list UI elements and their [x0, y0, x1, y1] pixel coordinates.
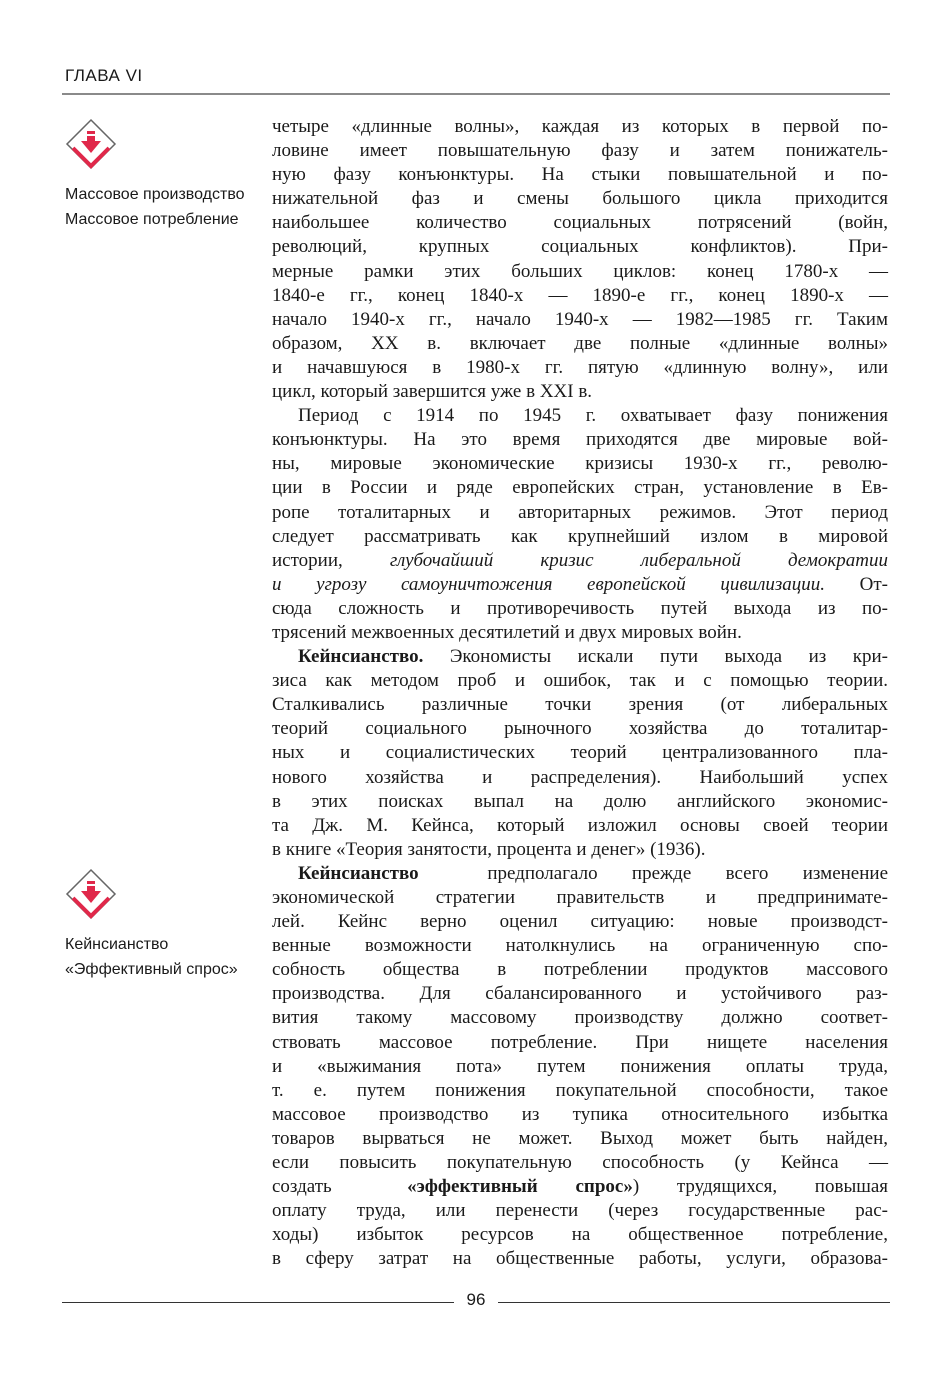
text-line: [272, 982, 888, 1006]
text-run: революций, крупных социальных конфликтов). При-: [272, 236, 888, 258]
text-line: [272, 525, 888, 549]
text-run: ствовать массовое потребление. При нищете населения: [272, 1031, 888, 1053]
text-run: нижательной фаз и смены большого цикла приходится: [272, 188, 888, 210]
text-run: наибольшее количество социальных потрясений (войн,: [272, 212, 888, 234]
text-line: [272, 1151, 888, 1175]
text-run: ) трудящихся, повышая: [632, 1176, 889, 1198]
text-line: [272, 814, 888, 838]
text-run: мерные рамки этих больших циклов: конец 1780-х —: [272, 260, 888, 282]
text-line: [272, 356, 888, 380]
text-run: теорий социального рыночного хозяйства до тоталитар-: [272, 718, 888, 740]
text-run: массовое производство из тупика относительного избытка: [272, 1103, 888, 1125]
text-run: вития такому массовому производству должно соответ-: [272, 1007, 888, 1029]
text-line: [272, 1103, 888, 1127]
text-line: [272, 1055, 888, 1079]
text-line: [272, 862, 888, 886]
text-run: образом, XX в. включает две полные «длинные волны»: [272, 332, 888, 354]
text-line: [272, 380, 888, 404]
text-line: [272, 934, 888, 958]
text-run: цикл, который завершится уже в XXI в.: [272, 381, 593, 403]
text-line: [272, 1006, 888, 1030]
bold-term: Кейнсианство: [298, 862, 419, 884]
text-line: [272, 645, 888, 669]
text-line: [272, 910, 888, 934]
text-run: ции в России и ряде европейских стран, установление в Ев-: [272, 477, 888, 499]
text-line: [272, 115, 888, 139]
margin-note-keynesianism: [65, 868, 255, 984]
text-line: [272, 332, 888, 356]
diamond-arrow-down-icon: [65, 118, 117, 170]
text-run: сюда сложность и противоречивость путей выхода из по-: [272, 597, 888, 619]
text-line: [272, 790, 888, 814]
text-run: и начавшуюся в 1980-х гг. пятую «длинную волну», или: [272, 356, 888, 378]
text-run: и «выжимания пота» путем понижения оплаты труда,: [272, 1055, 888, 1077]
text-line: [272, 260, 888, 284]
text-line: [272, 958, 888, 982]
text-run: зиса как методом проб и ошибок, так и с помощью теории.: [272, 670, 888, 692]
text-line: [272, 838, 888, 862]
text-line: [272, 404, 888, 428]
text-line: [272, 476, 888, 500]
text-line: [272, 1127, 888, 1151]
text-line: [272, 1247, 888, 1271]
text-run: в этих поисках выпал на долю английского экономис-: [272, 790, 888, 812]
text-run: собность общества в потреблении продуктов массового: [272, 959, 888, 981]
text-line: [272, 597, 888, 621]
text-run: конъюнктуры. На это время приходятся две мировые вой-: [272, 429, 888, 451]
text-run: начало 1940-х гг., начало 1940-х — 1982—1985 гг. Таким: [272, 308, 888, 330]
text-run: трясений межвоенных десятилетий и двух мировых войн.: [272, 621, 742, 643]
text-run: ловине имеет повышательную фазу и затем понижатель-: [272, 140, 888, 162]
margin-term: Массовое производство: [65, 186, 245, 203]
margin-term: Массовое потребление: [65, 211, 239, 228]
header-divider: [62, 93, 890, 95]
text-run: ны, мировые экономические кризисы 1930-х гг., револю-: [272, 453, 888, 475]
text-run: создать: [272, 1176, 408, 1198]
chapter-header: ГЛАВА VI: [65, 66, 143, 85]
text-line: [272, 284, 888, 308]
text-run: лей. Кейнс верно оценил ситуацию: новые производст-: [272, 911, 888, 933]
text-line: [272, 1079, 888, 1103]
text-line: [272, 211, 888, 235]
text-run: венные возможности натолкнулись на ограниченную спо-: [272, 935, 888, 957]
text-line: [272, 669, 888, 693]
text-line: [272, 139, 888, 163]
text-run: следует рассматривать как крупнейший излом в мировой: [272, 525, 888, 547]
text-run: Период с 1914 по 1945 г. охватывает фазу понижения: [298, 405, 888, 427]
text-run: Экономисты искали пути выхода из кри-: [423, 646, 888, 668]
text-run: 1840-е гг., конец 1840-х — 1890-е гг., конец 1890-х —: [272, 284, 888, 306]
text-run: т. е. путем понижения покупательной способности, такое: [272, 1079, 888, 1101]
page-number: 96: [466, 1290, 486, 1309]
margin-note-mass-production: [65, 118, 255, 234]
text-run: ную фазу конъюнктуры. На стыки повышательной и по-: [272, 164, 888, 186]
text-run: товаров вырваться не может. Выход может быть найден,: [272, 1127, 888, 1149]
text-line: [272, 621, 888, 645]
text-line: [272, 1031, 888, 1055]
text-line: [272, 308, 888, 332]
bold-term: Кейнсианство.: [298, 646, 424, 668]
text-run: четыре «длинные волны», каждая из которых в первой по-: [272, 116, 888, 137]
text-run: нового хозяйства и распределения). Наибольший успех: [272, 766, 888, 788]
text-line: [272, 452, 888, 476]
margin-term: «Эффективный спрос»: [65, 961, 238, 978]
text-line: [272, 501, 888, 525]
diamond-arrow-down-icon: [65, 868, 117, 920]
text-line: [272, 235, 888, 259]
text-run: истории,: [272, 549, 390, 571]
text-run: Сталкивались различные точки зрения (от либеральных: [272, 694, 888, 716]
text-run: в сферу затрат на общественные работы, услуги, образова-: [272, 1248, 888, 1270]
text-run: ропе тоталитарных и авторитарных режимов. Этот период: [272, 501, 888, 523]
text-line: [272, 428, 888, 452]
text-line: [272, 549, 888, 573]
text-run: та Дж. М. Кейнса, который изложил основы своей теории: [272, 814, 888, 836]
text-run: предполагало прежде всего изменение: [418, 862, 888, 884]
text-line: [272, 886, 888, 910]
text-line: [272, 1223, 888, 1247]
body-text: [272, 115, 888, 1272]
text-line: [272, 573, 888, 597]
text-run: От-: [825, 573, 888, 595]
text-line: [272, 717, 888, 741]
text-line: [272, 766, 888, 790]
page-footer: [62, 1290, 890, 1314]
italic-emphasis: глубочайший кризис либеральной демократии: [389, 549, 888, 571]
margin-term: Кейнсианство: [65, 936, 169, 953]
text-run: ходы) избыток ресурсов на общественное потребление,: [272, 1224, 888, 1246]
text-line: [272, 187, 888, 211]
text-line: [272, 741, 888, 765]
text-line: [272, 1199, 888, 1223]
text-run: производства. Для сбалансированного и устойчивого раз-: [272, 983, 888, 1005]
text-line: [272, 693, 888, 717]
text-line: [272, 163, 888, 187]
bold-term: «эффективный спрос»: [407, 1176, 633, 1198]
text-run: ных и социалистических теорий централизованного пла-: [272, 742, 888, 764]
text-run: оплату труда, или перенести (через государственные рас-: [272, 1200, 888, 1222]
text-line: [272, 1175, 888, 1199]
italic-emphasis: и угрозу самоуничтожения европейской цивилизации.: [272, 573, 826, 595]
text-run: если повысить покупательную способность (у Кейнса —: [272, 1152, 888, 1174]
text-run: экономической стратегии правительств и предпринимате-: [272, 887, 888, 908]
text-run: в книге «Теория занятости, процента и денег» (1936).: [272, 838, 706, 860]
